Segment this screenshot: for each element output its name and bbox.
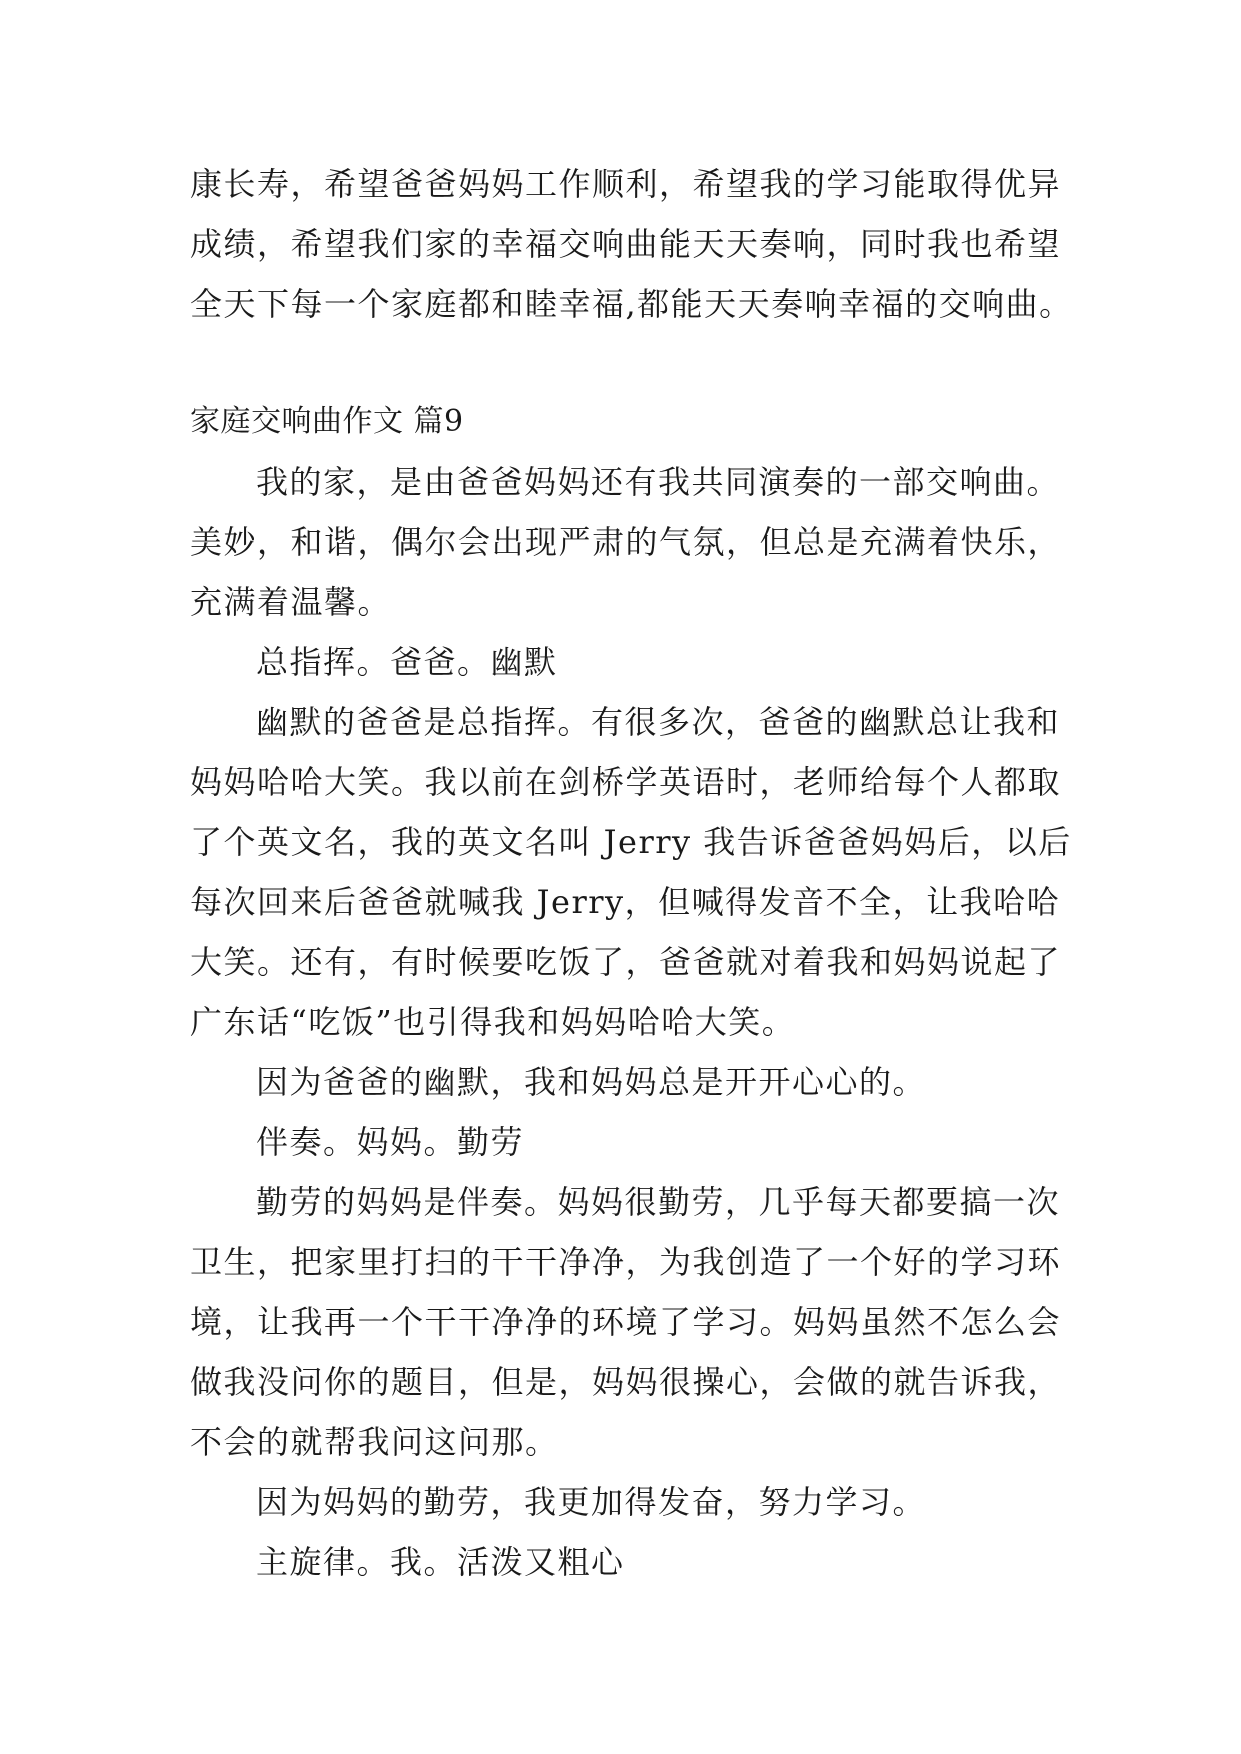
paragraph-line: 康长寿，希望爸爸妈妈工作顺利，希望我的学习能取得优异 bbox=[190, 165, 1062, 203]
paragraph-line: 充满着温馨。 bbox=[190, 583, 392, 621]
paragraph-line: 不会的就帮我问这问那。 bbox=[190, 1423, 559, 1461]
paragraph-line: 我的家，是由爸爸妈妈还有我共同演奏的一部交响曲。 bbox=[256, 463, 1061, 501]
paragraph-line: 幽默的爸爸是总指挥。有很多次，爸爸的幽默总让我和 bbox=[256, 703, 1061, 741]
paragraph-line: 每次回来后爸爸就喊我 Jerry，但喊得发音不全，让我哈哈 bbox=[190, 883, 1061, 921]
paragraph-line: 妈妈哈哈大笑。我以前在剑桥学英语时，老师给每个人都取 bbox=[190, 763, 1062, 801]
subheading-line: 主旋律。我。活泼又粗心 bbox=[256, 1543, 625, 1581]
section-heading: 家庭交响曲作文 篇9 bbox=[190, 404, 464, 439]
paragraph-line: 做我没问你的题目，但是，妈妈很操心，会做的就告诉我， bbox=[190, 1363, 1062, 1401]
paragraph-line: 卫生，把家里打扫的干干净净，为我创造了一个好的学习环 bbox=[190, 1243, 1062, 1281]
paragraph-line: 成绩，希望我们家的幸福交响曲能天天奏响，同时我也希望 bbox=[190, 225, 1062, 263]
subheading-line: 伴奏。妈妈。勤劳 bbox=[256, 1123, 525, 1161]
paragraph-line: 了个英文名，我的英文名叫 Jerry 我告诉爸爸妈妈后，以后 bbox=[190, 823, 1072, 861]
paragraph-line: 因为爸爸的幽默，我和妈妈总是开开心心的。 bbox=[256, 1063, 927, 1101]
paragraph-line: 大笑。还有，有时候要吃饭了，爸爸就对着我和妈妈说起了 bbox=[190, 943, 1062, 981]
paragraph-line: 因为妈妈的勤劳，我更加得发奋，努力学习。 bbox=[256, 1483, 927, 1521]
subheading-line: 总指挥。爸爸。幽默 bbox=[256, 643, 558, 681]
paragraph-line: 美妙，和谐，偶尔会出现严肃的气氛，但总是充满着快乐， bbox=[190, 523, 1062, 561]
paragraph-line: 广东话“吃饭”也引得我和妈妈哈哈大笑。 bbox=[190, 1003, 796, 1041]
paragraph-line: 全天下每一个家庭都和睦幸福,都能天天奏响幸福的交响曲。 bbox=[190, 285, 1073, 323]
paragraph-line: 境，让我再一个干干净净的环境了学习。妈妈虽然不怎么会 bbox=[190, 1303, 1062, 1341]
paragraph-line: 勤劳的妈妈是伴奏。妈妈很勤劳，几乎每天都要搞一次 bbox=[256, 1183, 1061, 1221]
